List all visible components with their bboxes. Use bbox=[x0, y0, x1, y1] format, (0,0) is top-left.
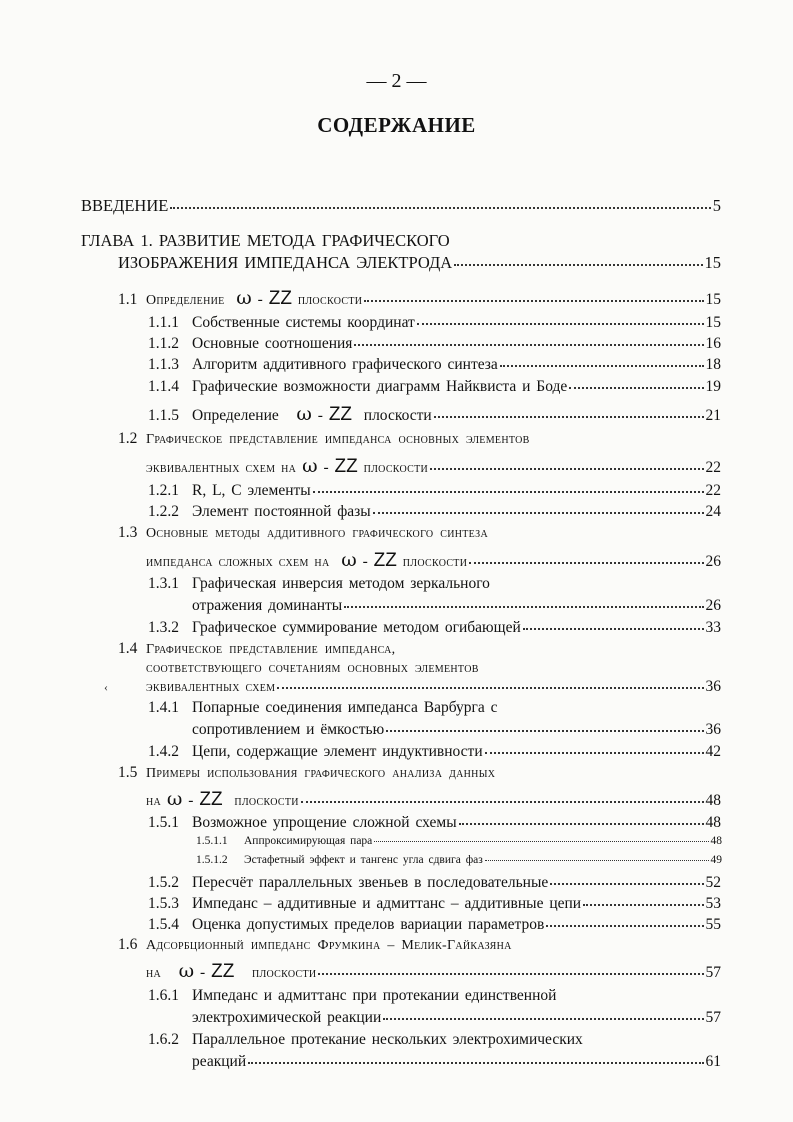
toc-entry-text: Эстафетный эффект и тангенс угла сдвига фаз bbox=[244, 854, 483, 866]
leader-dots bbox=[301, 797, 704, 803]
omega-zz-symbol: ω - ZZ bbox=[236, 287, 292, 309]
toc-entry-text: Импеданс и адмиттанс при протекании единственной bbox=[192, 987, 557, 1004]
toc-page-number: 36 bbox=[705, 678, 721, 695]
toc-page-number: 48 bbox=[705, 814, 721, 831]
leader-dots bbox=[170, 203, 710, 209]
leader-dots bbox=[583, 900, 703, 906]
omega-zz-symbol: ω - ZZ bbox=[178, 960, 235, 982]
toc-heading-1-3-1[interactable] bbox=[148, 574, 490, 594]
toc-entry-text-tail: плоскости bbox=[363, 461, 429, 476]
toc-entry-text: соответствующего сочетаниям основных элементов bbox=[146, 661, 479, 676]
toc-entry-text: отражения доминанты bbox=[192, 597, 343, 614]
section-number: 1.4.2 bbox=[148, 743, 179, 760]
leader-dots bbox=[434, 412, 704, 418]
omega-zz-symbol: ω - ZZ bbox=[302, 455, 358, 477]
section-number: 1.4.1 bbox=[148, 699, 179, 716]
toc-entry-1-1-4[interactable] bbox=[148, 377, 721, 397]
toc-page-number: 5 bbox=[712, 196, 721, 215]
section-number: 1.1.3 bbox=[148, 356, 179, 373]
section-number: 1.3.2 bbox=[148, 619, 179, 636]
section-number: 1.2.2 bbox=[148, 503, 179, 520]
toc-page-number: 15 bbox=[705, 314, 721, 331]
section-number: 1.6.2 bbox=[148, 1031, 179, 1048]
toc-entry-1-1-3[interactable] bbox=[148, 355, 721, 375]
toc-entry-text: электрохимической реакции bbox=[192, 1009, 382, 1026]
toc-page-number: 16 bbox=[705, 335, 721, 352]
toc-entry-intro[interactable] bbox=[81, 196, 721, 216]
toc-entry-1-2[interactable] bbox=[146, 456, 721, 479]
toc-entry-text: Графическое представление импеданса основных элементов bbox=[146, 432, 530, 447]
toc-page-number: 22 bbox=[705, 459, 721, 476]
section-number: 1.5.4 bbox=[148, 916, 179, 933]
page-number: — 2 — bbox=[366, 70, 427, 92]
toc-entry-text: эквивалентных схем на bbox=[146, 461, 297, 476]
toc-entry-text-tail: плоскости bbox=[234, 794, 299, 809]
toc-page-number: 57 bbox=[705, 964, 721, 981]
section-number: 1.2.1 bbox=[148, 482, 179, 499]
toc-heading-1-4[interactable] bbox=[118, 639, 395, 660]
toc-page-number: 26 bbox=[705, 553, 721, 570]
toc-entry-1-5-4[interactable] bbox=[148, 915, 721, 935]
toc-heading-1-6-2[interactable] bbox=[148, 1030, 583, 1050]
leader-dots bbox=[430, 464, 703, 470]
leader-dots bbox=[469, 558, 703, 564]
section-number: 1.1.5 bbox=[148, 407, 179, 424]
toc-entry-1-3-1[interactable] bbox=[192, 596, 721, 616]
toc-entry-1-5-1-2[interactable] bbox=[196, 852, 722, 868]
section-number: 1.6.1 bbox=[148, 987, 179, 1004]
leader-dots bbox=[386, 726, 703, 732]
toc-entry-text: Параллельное протекание нескольких электрохимических bbox=[192, 1031, 583, 1048]
toc-entry-text-tail: плоскости bbox=[251, 966, 317, 981]
toc-entry-text: Возможное упрощение сложной схемы bbox=[192, 814, 457, 831]
toc-entry-1-4[interactable] bbox=[146, 677, 721, 698]
toc-entry-text: Определение bbox=[146, 293, 225, 308]
toc-page-number: 19 bbox=[705, 378, 721, 395]
toc-entry-text-tail: плоскости bbox=[402, 555, 468, 570]
section-number: 1.5.1 bbox=[148, 814, 179, 831]
toc-entry-1-6-1[interactable] bbox=[192, 1008, 721, 1028]
toc-entry-text: Графическая инверсия методом зеркального bbox=[192, 575, 490, 592]
toc-entry-text: ВВЕДЕНИЕ bbox=[81, 196, 169, 215]
toc-entry-text: Импеданс – аддитивные и адмиттанс – аддитивные цепи bbox=[192, 895, 582, 912]
toc-entry-text: Цепи, содержащие элемент индуктивности bbox=[192, 743, 483, 760]
toc-page-number: 55 bbox=[705, 916, 721, 933]
toc-entry-text: Попарные соединения импеданса Варбурга с bbox=[192, 699, 498, 716]
toc-entry-1-6-2[interactable] bbox=[192, 1052, 721, 1072]
toc-entry-1-3-2[interactable] bbox=[148, 618, 721, 638]
leader-dots bbox=[500, 361, 704, 367]
toc-entry-1-2-2[interactable] bbox=[148, 502, 721, 522]
toc-page-number: 57 bbox=[705, 1009, 721, 1026]
leader-dots bbox=[454, 260, 702, 266]
toc-page-number: 48 bbox=[705, 792, 721, 809]
toc-heading-1-4-line2[interactable] bbox=[146, 658, 479, 679]
toc-entry-text: Аппроксимирующая пара bbox=[244, 835, 373, 847]
toc-entry-text: Графические возможности диаграмм Найквиста и Боде bbox=[192, 378, 568, 395]
toc-entry-1-1-5[interactable] bbox=[148, 404, 721, 426]
leader-dots bbox=[354, 340, 703, 346]
toc-entry-text: Основные методы аддитивного графического синтеза bbox=[146, 526, 489, 541]
section-number: 1.3.1 bbox=[148, 575, 179, 592]
toc-page-number: 18 bbox=[705, 356, 721, 373]
toc-entry-text: Оценка допустимых пределов вариации параметров bbox=[192, 916, 545, 933]
toc-page-number: 21 bbox=[705, 407, 721, 424]
toc-entry-text-tail: плоскости bbox=[363, 407, 432, 424]
toc-entry-1-1-2[interactable] bbox=[148, 334, 721, 354]
section-number: 1.1.1 bbox=[148, 314, 179, 331]
leader-dots bbox=[546, 921, 703, 927]
toc-entry-1-4-1[interactable] bbox=[192, 720, 721, 740]
toc-heading-1-6[interactable] bbox=[118, 935, 512, 956]
section-number: 1.1 bbox=[118, 291, 138, 308]
section-number: 1.6 bbox=[118, 936, 138, 953]
toc-page-number: 22 bbox=[705, 482, 721, 499]
toc-entry-text: на bbox=[146, 966, 162, 981]
toc-page-number: 33 bbox=[705, 619, 721, 636]
page-title: СОДЕРЖАНИЕ bbox=[317, 113, 476, 137]
toc-heading-1-3[interactable] bbox=[118, 523, 488, 544]
section-number: 1.1.4 bbox=[148, 378, 179, 395]
toc-entry-text: R, L, C элементы bbox=[192, 482, 311, 499]
toc-entry-1-5-1[interactable] bbox=[148, 813, 721, 833]
toc-entry-text: Пересчёт параллельных звеньев в последовательные bbox=[192, 874, 549, 891]
chapter-heading-line1[interactable]: ГЛАВА 1. РАЗВИТИЕ МЕТОДА ГРАФИЧЕСКОГО bbox=[81, 231, 450, 250]
leader-dots bbox=[459, 819, 704, 825]
toc-entry-chapter1[interactable] bbox=[118, 253, 721, 273]
toc-entry-text-tail: плоскости bbox=[297, 293, 363, 308]
toc-entry-1-5[interactable] bbox=[146, 789, 721, 812]
toc-page-number: 42 bbox=[705, 743, 721, 760]
section-number: 1.4 bbox=[118, 640, 138, 657]
section-number: 1.5.2 bbox=[148, 874, 179, 891]
leader-dots bbox=[485, 856, 709, 861]
toc-page-number: 15 bbox=[705, 291, 721, 308]
toc-entry-1-1[interactable] bbox=[118, 288, 721, 311]
toc-heading-1-5[interactable] bbox=[118, 763, 495, 784]
leader-dots bbox=[364, 296, 703, 302]
toc-entry-text: Адсорбционный импеданс Фрумкина – Мелик-Гайказяна bbox=[146, 938, 512, 953]
toc-heading-1-6-1[interactable] bbox=[148, 986, 556, 1006]
leader-dots bbox=[383, 1014, 703, 1020]
toc-entry-text: эквивалентных схем bbox=[146, 680, 276, 695]
toc-page-number: 61 bbox=[705, 1053, 721, 1070]
leader-dots bbox=[344, 602, 703, 608]
toc-entry-1-2-1[interactable] bbox=[148, 481, 721, 501]
toc-entry-text: Собственные системы координат bbox=[192, 314, 415, 331]
toc-page-number: 53 bbox=[705, 895, 721, 912]
section-number: 1.5.1.2 bbox=[196, 854, 228, 866]
toc-page-number: 26 bbox=[705, 597, 721, 614]
omega-zz-symbol: ω - ZZ bbox=[341, 549, 397, 571]
toc-entry-text: Примеры использования графического анализа данных bbox=[146, 766, 496, 781]
section-number: 1.2 bbox=[118, 430, 138, 447]
toc-entry-text: реакций bbox=[192, 1053, 247, 1070]
section-number: 1.1.2 bbox=[148, 335, 179, 352]
toc-entry-text: импеданса сложных схем на bbox=[146, 555, 330, 570]
toc-entry-1-5-2[interactable] bbox=[148, 873, 721, 893]
toc-entry-text: на bbox=[146, 794, 162, 809]
toc-entry-1-1-1[interactable] bbox=[148, 313, 721, 333]
toc-entry-text: Основные соотношения bbox=[192, 335, 353, 352]
leader-dots bbox=[318, 969, 703, 975]
toc-entry-text: Элемент постоянной фазы bbox=[192, 503, 371, 520]
toc-page-number: 24 bbox=[705, 503, 721, 520]
toc-entry-text: Алгоритм аддитивного графического синтеза bbox=[192, 356, 498, 373]
section-number: 1.5.1.1 bbox=[196, 835, 228, 847]
leader-dots bbox=[523, 624, 704, 630]
toc-entry-text: сопротивлением и ёмкостью bbox=[192, 721, 385, 738]
leader-dots bbox=[374, 837, 708, 842]
toc-entry-1-4-2[interactable] bbox=[148, 742, 721, 762]
toc-entry-1-3[interactable] bbox=[146, 550, 721, 573]
section-number: 1.5.3 bbox=[148, 895, 179, 912]
leader-dots bbox=[373, 508, 704, 514]
toc-page-number: 49 bbox=[710, 854, 722, 866]
toc-page-number: 15 bbox=[704, 253, 721, 272]
toc-entry-1-5-1-1[interactable] bbox=[196, 833, 722, 849]
toc-entry-text: Определение bbox=[192, 407, 279, 424]
toc-page-number: 48 bbox=[710, 835, 722, 847]
toc-entry-text: Графическое представление импеданса, bbox=[146, 642, 396, 657]
section-number: 1.3 bbox=[118, 524, 138, 541]
toc-entry-1-6[interactable] bbox=[146, 961, 721, 984]
omega-zz-symbol: ω - ZZ bbox=[166, 788, 223, 810]
leader-dots bbox=[313, 487, 704, 493]
stray-mark: ‹ bbox=[104, 680, 108, 694]
leader-dots bbox=[417, 319, 704, 325]
toc-heading-1-2[interactable] bbox=[118, 429, 530, 450]
leader-dots bbox=[485, 748, 704, 754]
leader-dots bbox=[248, 1058, 703, 1064]
leader-dots bbox=[550, 879, 703, 885]
toc-page-number: 52 bbox=[705, 874, 721, 891]
toc-heading-1-4-1[interactable] bbox=[148, 698, 498, 718]
toc-entry-text: Графическое суммирование методом огибающей bbox=[192, 619, 521, 636]
toc-entry-text: ИЗОБРАЖЕНИЯ ИМПЕДАНСА ЭЛЕКТРОДА bbox=[118, 253, 453, 272]
leader-dots bbox=[277, 683, 703, 689]
toc-entry-1-5-3[interactable] bbox=[148, 894, 721, 914]
toc-page-number: 36 bbox=[705, 721, 721, 738]
omega-zz-symbol: ω - ZZ bbox=[296, 403, 353, 425]
leader-dots bbox=[569, 383, 703, 389]
section-number: 1.5 bbox=[118, 764, 138, 781]
